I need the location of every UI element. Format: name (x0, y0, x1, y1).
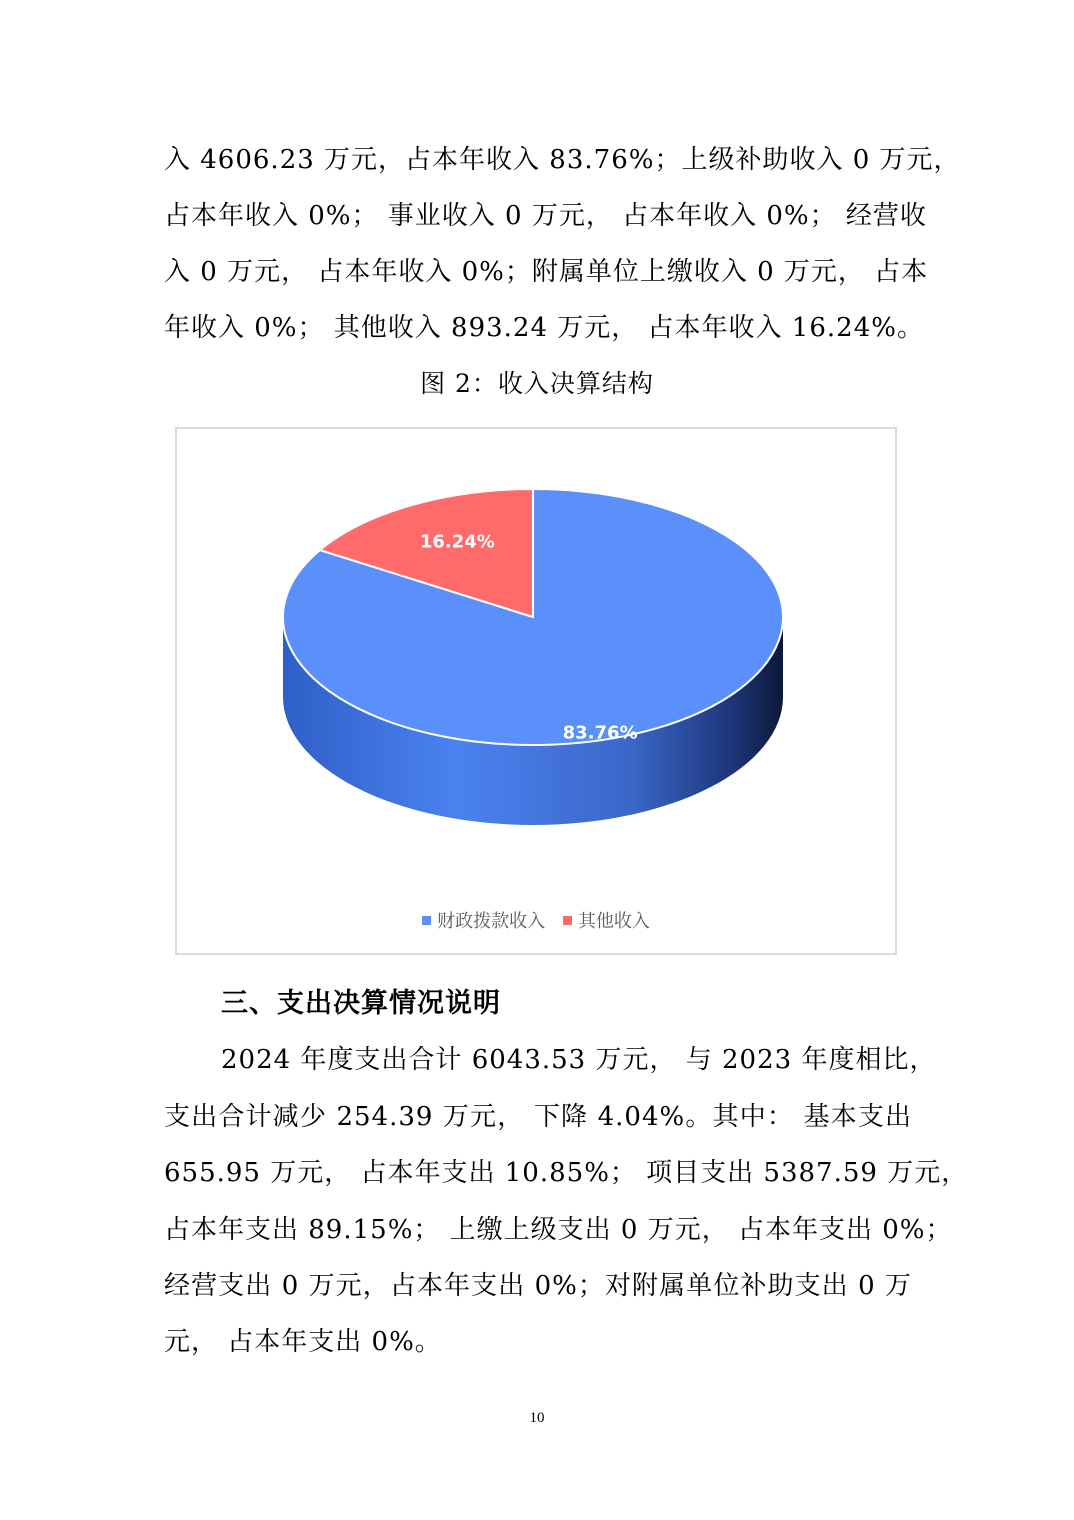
legend-label: 财政拨款收入 (437, 911, 546, 932)
text-line: 支出合计减少 254.39 万元， 下降 4.04%。其中： 基本支出 (164, 1102, 912, 1132)
text-line: 入 0 万元， 占本年收入 0%；附属单位上缴收入 0 万元， 占本 (164, 257, 929, 287)
text-line: 元， 占本年支出 0%。 (164, 1327, 442, 1357)
text-line: 占本年收入 0%； 事业收入 0 万元， 占本年收入 0%； 经营收 (164, 201, 927, 231)
pie-chart-svg (177, 429, 895, 953)
legend-label: 其他收入 (577, 911, 650, 932)
data-label: 83.76% (562, 722, 638, 744)
text-line: 年收入 0%； 其他收入 893.24 万元， 占本年收入 16.24%。 (164, 313, 924, 343)
legend-swatch (422, 916, 431, 925)
page-number: 10 (529, 1410, 545, 1426)
data-label: 16.24% (419, 531, 495, 553)
figure-caption: 图 2：收入决算结构 (420, 369, 654, 398)
text-line: 入 4606.23 万元，占本年收入 83.76%；上级补助收入 0 万元， (164, 145, 961, 175)
legend-swatch (563, 916, 572, 925)
text-line: 经营支出 0 万元，占本年支出 0%；对附属单位补助支出 0 万 (164, 1271, 912, 1301)
text-line: 655.95 万元， 占本年支出 10.85%； 项目支出 5387.59 万元， (164, 1158, 969, 1188)
text-line: 2024 年度支出合计 6043.53 万元， 与 2023 年度相比， (221, 1045, 937, 1075)
legend-item (422, 907, 545, 933)
section-heading: 三、支出决算情况说明 (221, 988, 501, 1019)
text-line: 占本年支出 89.15%； 上缴上级支出 0 万元， 占本年支出 0%； (164, 1215, 953, 1245)
legend-item (563, 907, 650, 933)
chart-legend (177, 907, 895, 933)
income-structure-chart (175, 427, 897, 955)
